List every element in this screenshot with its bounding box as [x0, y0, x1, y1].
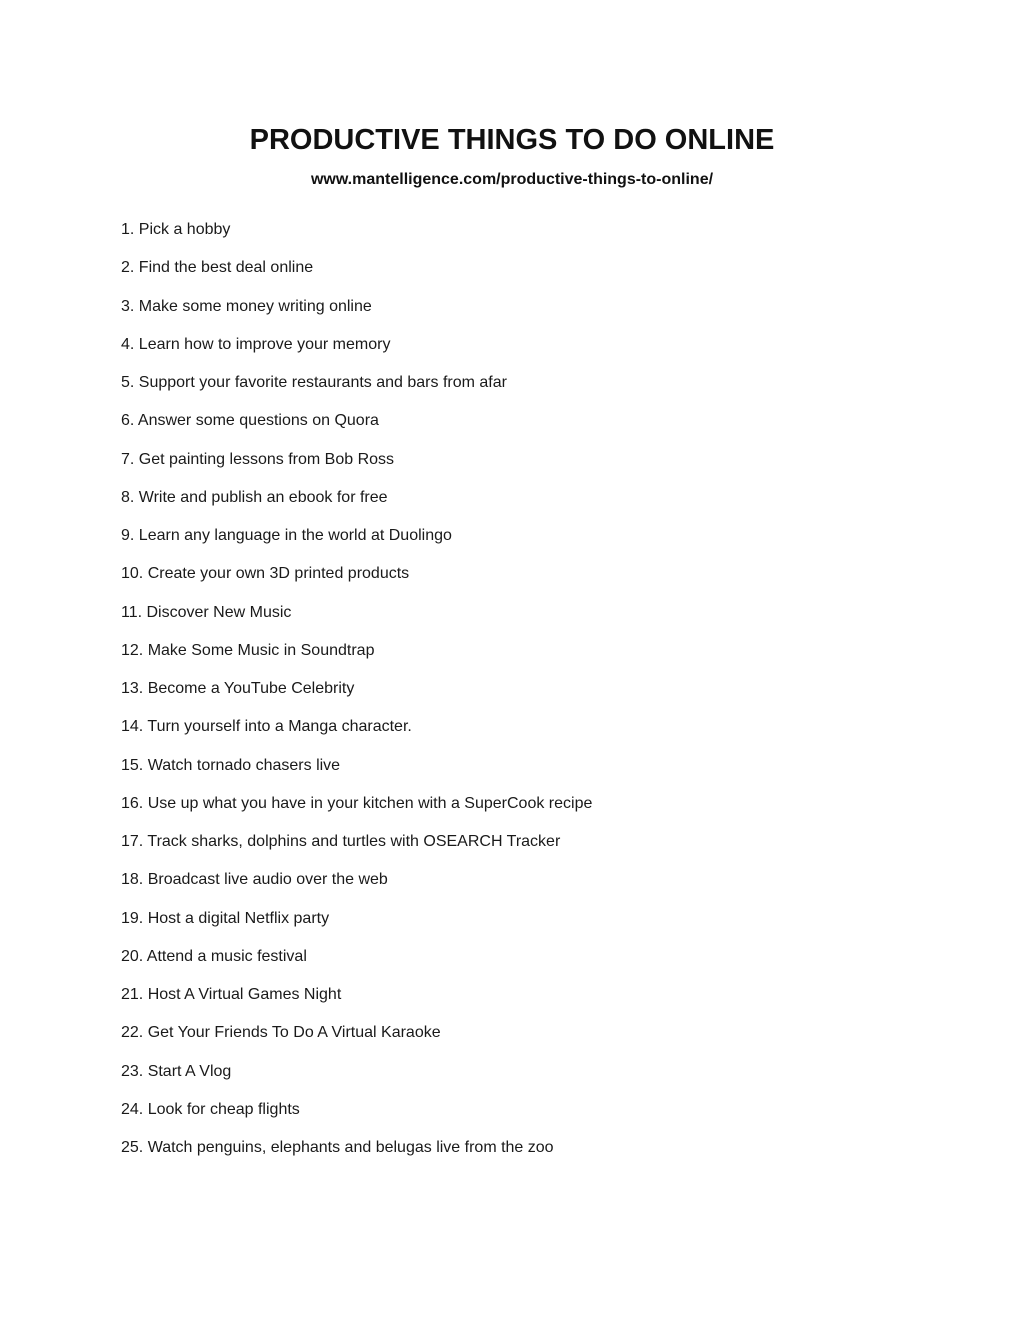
list-item: 9. Learn any language in the world at Duolingo	[121, 527, 452, 544]
list-item: 6. Answer some questions on Quora	[121, 412, 379, 430]
list-item: 10. Create your own 3D printed products	[121, 565, 410, 583]
list-item: 1. Pick a hobby	[121, 221, 231, 238]
list-item: 21. Host A Virtual Games Night	[121, 986, 342, 1003]
list-item: 8. Write and publish an ebook for free	[121, 488, 388, 506]
list-item: 16. Use up what you have in your kitchen with a SuperCook recipe	[121, 794, 593, 812]
source-url: www.mantelligence.com/productive-things-to-online/	[310, 171, 714, 188]
list-item: 17. Track sharks, dolphins and turtles with OSEARCH Tracker	[121, 833, 561, 850]
list-item: 18. Broadcast live audio over the web	[121, 871, 388, 889]
list-item: 15. Watch tornado chasers live	[121, 756, 341, 774]
list-item: 20. Attend a music festival	[121, 947, 307, 965]
list-item: 14. Turn yourself into a Manga character.	[121, 718, 412, 736]
ideas-list	[121, 220, 592, 1176]
list-item: 12. Make Some Music in Soundtrap	[121, 641, 375, 659]
list-item: 13. Become a YouTube Celebrity	[121, 680, 355, 697]
list-item: 25. Watch penguins, elephants and belugas live from the zoo	[121, 1139, 554, 1156]
list-item: 3. Make some money writing online	[121, 297, 372, 315]
list-item: 23. Start A Vlog	[121, 1062, 232, 1080]
list-item: 19. Host a digital Netflix party	[121, 909, 330, 927]
list-item: 5. Support your favorite restaurants and bars from afar	[121, 374, 507, 391]
list-item: 24. Look for cheap flights	[121, 1100, 300, 1118]
list-item: 2. Find the best deal online	[121, 259, 314, 277]
list-item: 11. Discover New Music	[121, 603, 292, 621]
page-title: PRODUCTIVE THINGS TO DO ONLINE	[249, 124, 775, 156]
list-item: 22. Get Your Friends To Do A Virtual Karaoke	[121, 1024, 441, 1042]
list-item: 7. Get painting lessons from Bob Ross	[121, 450, 395, 468]
list-item: 4. Learn how to improve your memory	[121, 335, 391, 353]
